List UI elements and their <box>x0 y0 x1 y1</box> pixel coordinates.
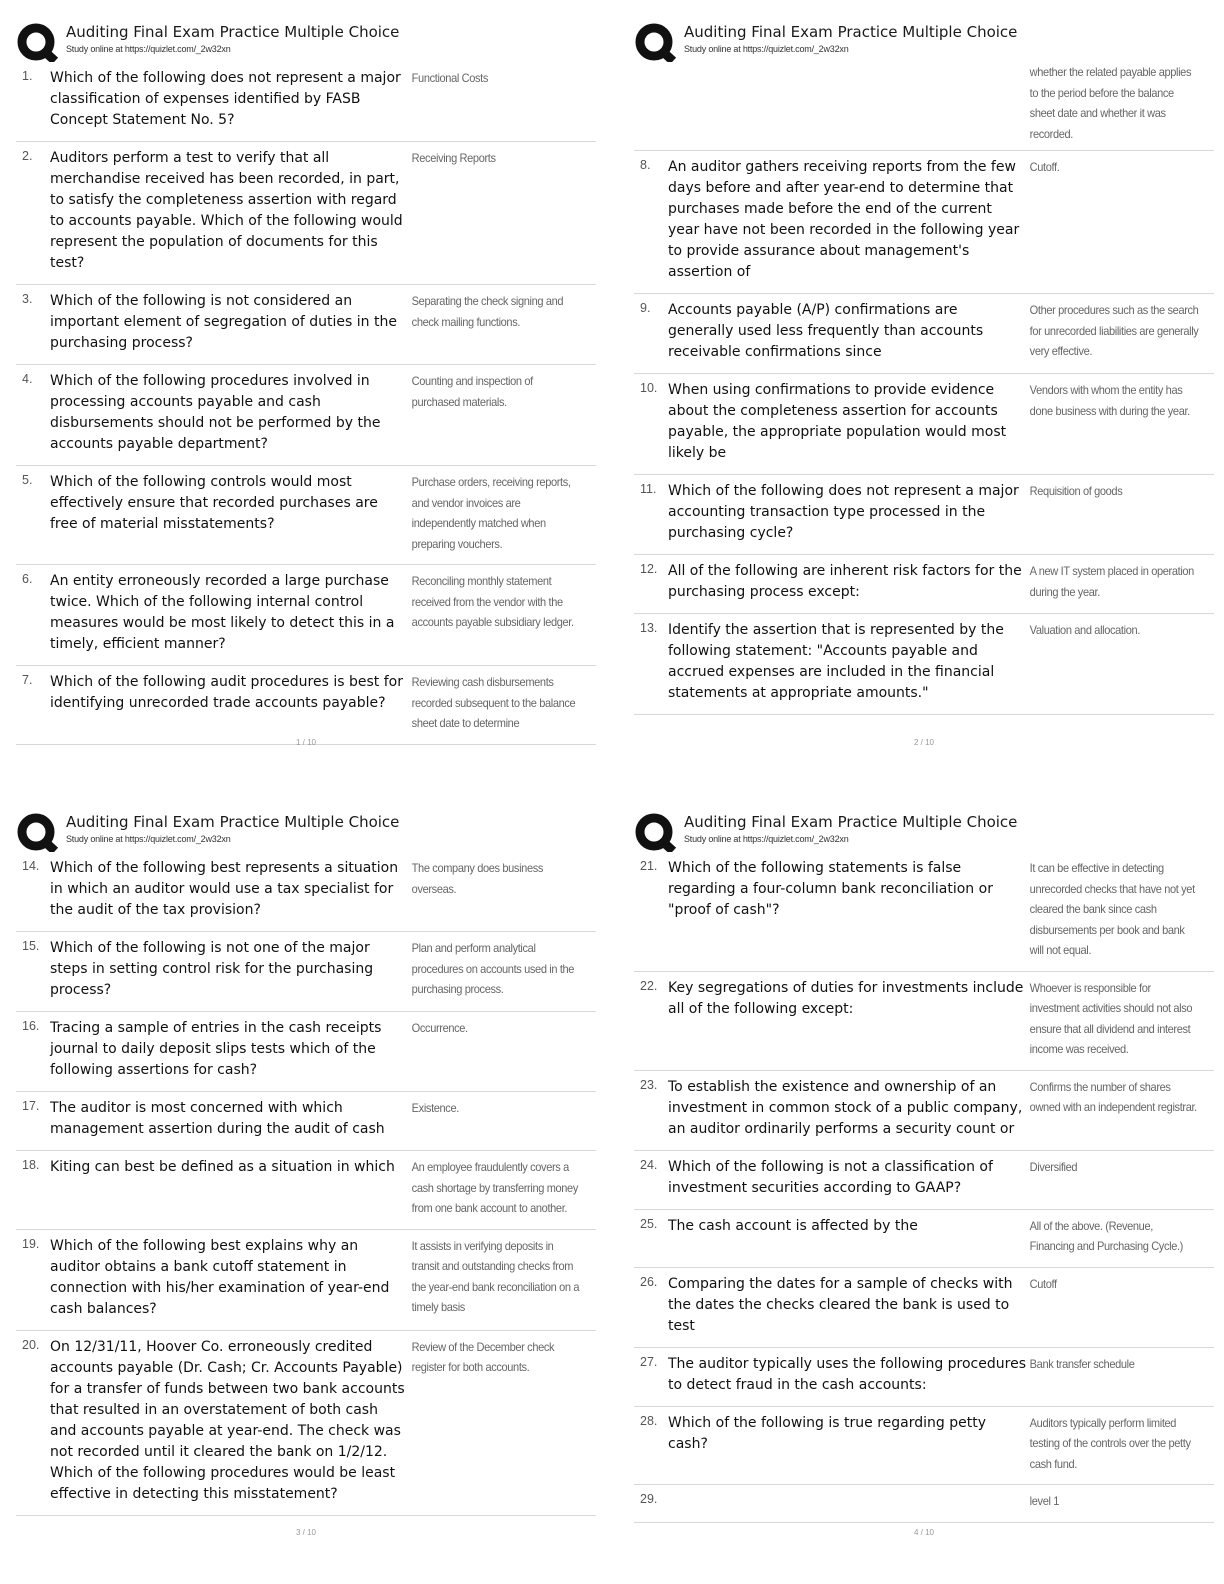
answer-text: Functional Costs <box>411 71 489 85</box>
question-item <box>16 852 596 932</box>
page-1 <box>16 20 596 745</box>
answer-text: Vendors with whom the entity has done business with during the year. <box>1029 383 1190 418</box>
question-text: Which of the following audit procedures is best for identifying unrecorded trade accounts payable? <box>50 674 403 711</box>
question-item <box>634 151 1214 294</box>
answer-text: Review of the December check register for both accounts. <box>411 1339 555 1374</box>
question-item <box>634 555 1214 614</box>
question-number: 16. <box>22 1019 40 1033</box>
question-number: 17. <box>22 1099 40 1113</box>
answer-text: Plan and perform analytical procedures on accounts used in the purchasing process. <box>411 941 575 996</box>
question-number: 6. <box>22 572 33 586</box>
question-number: 14. <box>22 859 40 873</box>
quizlet-logo-icon <box>16 22 58 62</box>
question-number: 12. <box>640 562 658 576</box>
answer-text: It can be effective in detecting unrecorded checks that have not yet cleared the bank since cash disbursements per book and bank will not equal. <box>1029 861 1195 957</box>
question-text: Tracing a sample of entries in the cash receipts journal to daily deposit slips tests which of the following assertions for cash? <box>50 1020 382 1078</box>
question-number: 23. <box>640 1077 658 1092</box>
page-title: Auditing Final Exam Practice Multiple Choice <box>66 813 400 831</box>
question-number: 5. <box>22 473 33 487</box>
answer-text: Auditors typically perform limited testing of the controls over the petty cash fund. <box>1029 1415 1191 1471</box>
question-number: 13. <box>640 621 658 635</box>
question-number: 3. <box>22 292 33 306</box>
question-item <box>634 1151 1214 1210</box>
question-number: 29. <box>640 1492 658 1506</box>
question-number: 28. <box>640 1413 658 1428</box>
question-item <box>16 142 596 285</box>
question-item <box>634 374 1214 475</box>
question-list <box>16 62 596 745</box>
answer-text: All of the above. (Revenue, Financing and Purchasing Cycle.) <box>1029 1218 1183 1253</box>
page-header <box>16 20 596 62</box>
question-number: 19. <box>22 1236 40 1251</box>
question-number: 20. <box>22 1337 40 1352</box>
answer-text: It assists in verifying deposits in transit and outstanding checks from the year-end bank reconciliation on a timely basis <box>411 1238 580 1314</box>
page-number: 3 / 10 <box>295 1528 316 1537</box>
question-number: 10. <box>640 381 658 395</box>
question-list <box>634 852 1214 1523</box>
question-item <box>16 565 596 666</box>
question-item <box>634 1485 1214 1523</box>
question-text: Auditors perform a test to verify that all merchandise received has been recorded, in part, to satisfy the completeness assertion with regard to accounts payable. Which of the following would represent the population of documents for this test? <box>50 150 403 271</box>
question-number: 11. <box>640 482 657 496</box>
question-item <box>634 1071 1214 1151</box>
question-text: Comparing the dates for a sample of checks with the dates the checks cleared the bank is used to test <box>668 1275 1013 1334</box>
answer-text: Other procedures such as the search for unrecorded liabilities are generally very effective. <box>1029 303 1199 358</box>
question-item <box>16 466 596 565</box>
question-number: 27. <box>640 1354 658 1369</box>
question-item <box>16 1331 596 1516</box>
question-item <box>634 852 1214 972</box>
question-number: 22. <box>640 978 658 993</box>
question-number: 9. <box>640 301 651 315</box>
answer-text: Cutoff <box>1029 1276 1057 1291</box>
question-number: 15. <box>22 939 40 953</box>
page-title: Auditing Final Exam Practice Multiple Choice <box>684 813 1018 831</box>
quizlet-logo-icon <box>634 22 676 62</box>
question-text: Which of the following is true regarding petty cash? <box>668 1414 986 1452</box>
question-text: The cash account is affected by the <box>668 1217 918 1234</box>
study-online-link[interactable]: Study online at https://quizlet.com/_2w32xn <box>684 44 849 54</box>
question-item <box>634 1210 1214 1268</box>
question-text: Which of the following procedures involved in processing accounts payable and cash disbursements should not be performed by the accounts payable department? <box>50 373 381 452</box>
question-item <box>634 294 1214 374</box>
question-text: Which of the following is not a classification of investment securities according to GAAP? <box>668 1158 993 1196</box>
answer-text: Requisition of goods <box>1029 484 1123 498</box>
answer-text: Counting and inspection of purchased materials. <box>411 374 533 409</box>
question-number: 8. <box>640 158 651 172</box>
question-item <box>16 932 596 1012</box>
question-item <box>16 1092 596 1151</box>
question-item <box>16 1151 596 1230</box>
question-number: 26. <box>640 1274 658 1289</box>
answer-continuation <box>634 62 1214 151</box>
answer-text: Reviewing cash disbursements recorded subsequent to the balance sheet date to determine <box>411 675 576 730</box>
quizlet-logo-icon <box>16 812 58 852</box>
answer-text: Diversified <box>1029 1159 1078 1174</box>
question-number: 24. <box>640 1157 658 1172</box>
page-2 <box>634 20 1214 747</box>
answer-text: Whoever is responsible for investment activities should not also ensure that all dividend and interest income was received. <box>1029 980 1193 1056</box>
question-item <box>634 475 1214 555</box>
question-number: 4. <box>22 372 33 386</box>
question-number: 2. <box>22 149 33 163</box>
answer-text: Separating the check signing and check mailing functions. <box>411 294 564 329</box>
question-text: An auditor gathers receiving reports from the few days before and after year-end to determine that purchases made before the end of the current year have not been recorded in the following year to provide assurance about management's assertion of <box>668 159 1020 280</box>
page-number: 4 / 10 <box>913 1528 934 1537</box>
page-number: 1 / 10 <box>295 738 316 747</box>
question-text <box>668 1491 1026 1512</box>
question-text: All of the following are inherent risk factors for the purchasing process except: <box>668 563 1022 600</box>
answer-text: Confirms the number of shares owned with an independent registrar. <box>1029 1079 1197 1114</box>
page-4 <box>634 810 1214 1537</box>
page-header <box>16 810 596 852</box>
question-text: Which of the following is not considered an important element of segregation of duties in the purchasing process? <box>50 293 397 351</box>
question-number: 1. <box>22 69 33 83</box>
answer-text: Valuation and allocation. <box>1029 623 1140 637</box>
question-item <box>634 1268 1214 1348</box>
answer-text: The company does business overseas. <box>411 861 544 896</box>
answer-text: Cutoff. <box>1029 160 1060 174</box>
study-online-link[interactable]: Study online at https://quizlet.com/_2w32xn <box>66 834 231 844</box>
page-header <box>634 810 1214 852</box>
question-item <box>16 285 596 365</box>
question-text: The auditor typically uses the following procedures to detect fraud in the cash accounts: <box>668 1355 1026 1393</box>
question-text: When using confirmations to provide evidence about the completeness assertion for accounts payable, the appropriate population would most likely be <box>668 382 1007 461</box>
page-title: Auditing Final Exam Practice Multiple Choice <box>684 23 1018 41</box>
question-text: Which of the following best explains why an auditor obtains a bank cutoff statement in connection with his/her examination of year-end cash balances? <box>50 1237 390 1317</box>
answer-text: Occurrence. <box>411 1021 468 1035</box>
answer-text: An employee fraudulently covers a cash shortage by transferring money from one bank account to another. <box>411 1160 578 1215</box>
answer-text: Existence. <box>411 1101 459 1115</box>
question-text: Which of the following statements is false regarding a four-column bank reconciliation or "proof of cash"? <box>668 860 993 918</box>
question-item <box>16 666 596 745</box>
question-item <box>16 62 596 142</box>
question-text: Which of the following controls would most effectively ensure that recorded purchases are free of material misstatements? <box>50 474 378 532</box>
question-item <box>634 972 1214 1071</box>
question-text: Key segregations of duties for investments include all of the following except: <box>668 979 1024 1017</box>
question-text: Which of the following best represents a situation in which an auditor would use a tax specialist for the audit of the tax provision? <box>50 860 399 918</box>
answer-text: Purchase orders, receiving reports, and vendor invoices are independently matched when preparing vouchers. <box>411 475 571 551</box>
question-text: On 12/31/11, Hoover Co. erroneously credited accounts payable (Dr. Cash; Cr. Accounts Payable) for a transfer of funds between two bank accounts that resulted in an overstatement of both cash and accounts payable at year-end. The check was not recorded until it cleared the bank on 1/2/12. Which of the following procedures would be least effective in detecting this misstatement? <box>50 1338 405 1502</box>
page-3 <box>16 810 596 1537</box>
question-list <box>16 852 596 1516</box>
question-item <box>634 1348 1214 1407</box>
question-text: An entity erroneously recorded a large purchase twice. Which of the following internal control measures would be most likely to detect this in a timely, efficient manner? <box>50 573 395 652</box>
question-number: 7. <box>22 673 33 687</box>
question-item <box>634 1407 1214 1486</box>
question-text: Which of the following is not one of the major steps in setting control risk for the purchasing process? <box>50 940 374 998</box>
answer-text: A new IT system placed in operation during the year. <box>1029 564 1194 599</box>
question-text: Which of the following does not represent a major classification of expenses identified by FASB Concept Statement No. 5? <box>50 70 401 128</box>
answer-text: Bank transfer schedule <box>1029 1356 1135 1371</box>
question-text: The auditor is most concerned with which management assertion during the audit of cash <box>50 1100 385 1137</box>
page-header <box>634 20 1214 62</box>
answer-text: level 1 <box>1029 1494 1060 1508</box>
answer-text: Receiving Reports <box>411 151 496 165</box>
question-text: Kiting can best be defined as a situation in which <box>50 1159 395 1175</box>
question-list <box>634 151 1214 715</box>
question-number: 25. <box>640 1216 658 1231</box>
answer-text: whether the related payable applies to the period before the balance sheet date and whether it was recorded. <box>1029 65 1192 141</box>
answer-text: Reconciling monthly statement received from the vendor with the accounts payable subsidiary ledger. <box>411 574 574 629</box>
question-number: 21. <box>640 859 658 873</box>
question-item <box>16 1012 596 1092</box>
question-text: Accounts payable (A/P) confirmations are generally used less frequently than accounts receivable confirmations since <box>668 302 984 360</box>
question-text: Which of the following does not represent a major accounting transaction type processed in the purchasing cycle? <box>668 483 1019 541</box>
question-number: 18. <box>22 1158 40 1172</box>
question-text: To establish the existence and ownership of an investment in common stock of a public company, an auditor ordinarily performs a security count or <box>668 1078 1023 1137</box>
question-item <box>634 614 1214 715</box>
question-text: Identify the assertion that is represented by the following statement: "Accounts payable and accrued expenses are included in the financial statements at appropriate amounts." <box>668 622 1004 701</box>
study-online-link[interactable]: Study online at https://quizlet.com/_2w32xn <box>684 834 849 844</box>
quizlet-logo-icon <box>634 812 676 852</box>
page-title: Auditing Final Exam Practice Multiple Choice <box>66 23 400 41</box>
question-item <box>16 365 596 466</box>
study-online-link[interactable]: Study online at https://quizlet.com/_2w32xn <box>66 44 231 54</box>
question-item <box>16 1230 596 1331</box>
page-number: 2 / 10 <box>913 738 934 747</box>
